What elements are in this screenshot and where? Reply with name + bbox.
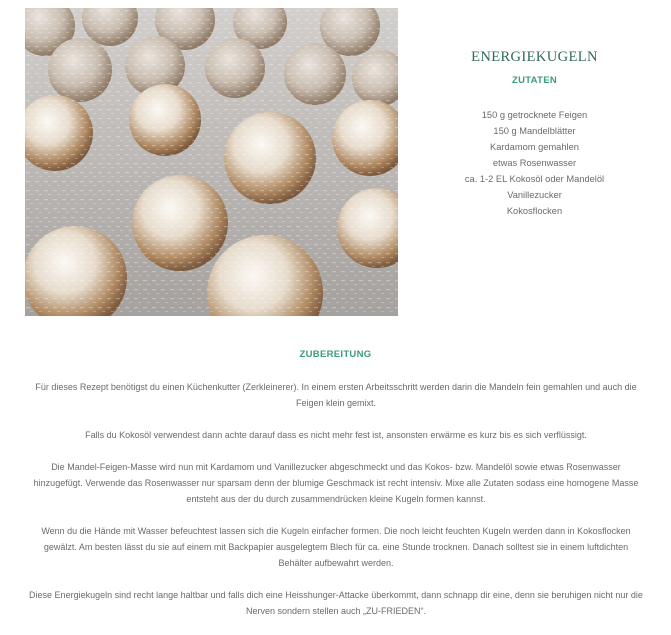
recipe-photo — [25, 8, 398, 316]
preparation-heading: ZUBEREITUNG — [299, 349, 372, 360]
preparation-paragraph: Diese Energiekugeln sind recht lange haltbar und falls dich eine Heisshunger-Attacke überkommt, dann schnapp dir eine, denn sie beruhigen nicht nur die Nerven sondern stellen auch „ZU-FRIEDEN“. — [29, 590, 643, 616]
ingredient-item: Vanillezucker — [507, 190, 562, 200]
recipe-title: ENERGIEKUGELN — [471, 49, 598, 65]
preparation-paragraph: Die Mandel-Feigen-Masse wird nun mit Kardamom und Vanillezucker abgeschmeckt und das Kokos- bzw. Mandelöl sowie etwas Rosenwasser hinzugefügt. Verwende das Rosenwasser nur sparsam denn der blumige Geschmack ist recht intensiv. Mixe alle Zutaten sodass eine homogene Masse entsteht aus der du durch zusammendrücken kleine Kugeln formen kannst. — [33, 462, 639, 504]
preparation-text — [26, 379, 646, 635]
ingredient-item: Kardamom gemahlen — [490, 142, 579, 152]
ingredients-heading: ZUTATEN — [511, 75, 558, 86]
ingredient-item: etwas Rosenwasser — [492, 158, 577, 168]
preparation-paragraph: Falls du Kokosöl verwendest dann achte darauf dass es nicht mehr fest ist, ansonsten erwärme es kurz bis es sich verflüssigt. — [85, 430, 587, 440]
ingredient-item: 150 g getrocknete Feigen — [481, 110, 588, 120]
preparation-paragraph: Wenn du die Hände mit Wasser befeuchtest lassen sich die Kugeln einfacher formen. Die noch leicht feuchten Kugeln werden dann in Kokosflocken gewälzt. Am besten lässt du sie auf einem mit Backpapier ausgelegtem Blech für ca. eine Stunde trocknen. Danach solltest sie in einem luftdichten Behälter aufbewahrt werden. — [41, 526, 631, 568]
preparation-paragraph: Für dieses Rezept benötigst du einen Küchenkutter (Zerkleinerer). In einem ersten Arbeitsschritt werden darin die Mandeln fein gemahlen und auch die Feigen klein gemixt. — [35, 382, 637, 408]
ingredient-item: ca. 1-2 EL Kokosöl oder Mandelöl — [464, 174, 605, 184]
ingredients-list — [398, 107, 671, 219]
ingredient-item: 150 g Mandelblätter — [493, 126, 576, 136]
ingredient-item: Kokosflocken — [506, 206, 563, 216]
